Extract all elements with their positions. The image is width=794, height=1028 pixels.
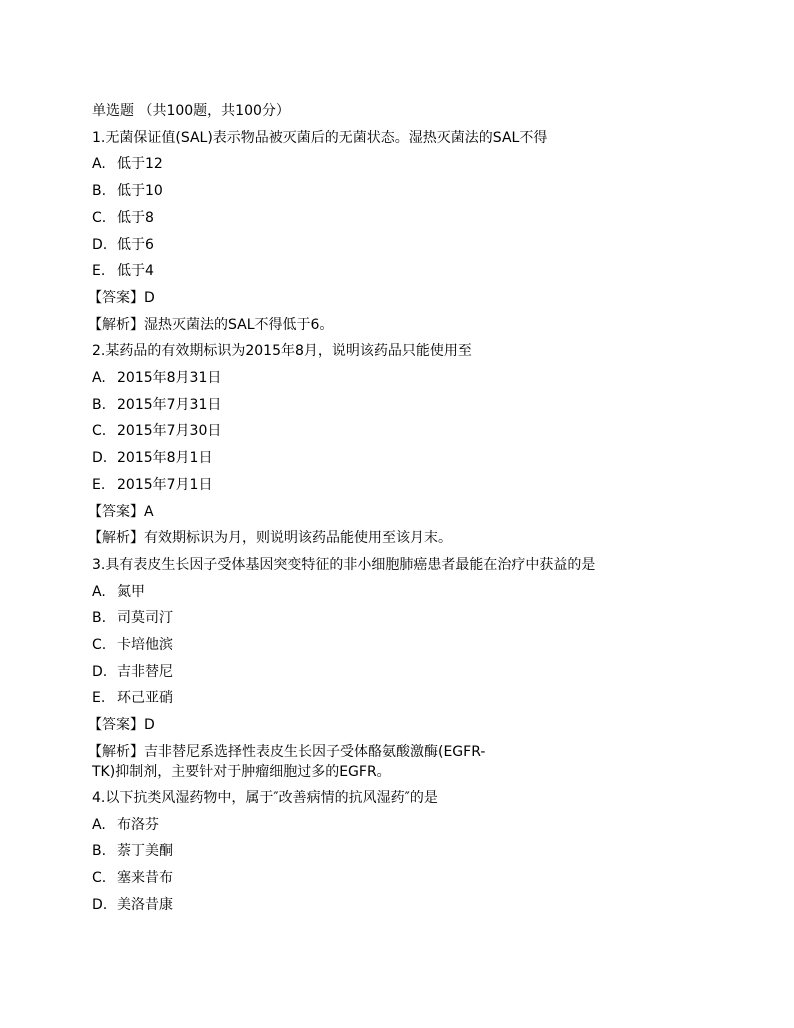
answer-value: D xyxy=(144,717,155,734)
question-stem: 2.某药品的有效期标识为2015年8月，说明该药品只能使用至 xyxy=(92,343,472,360)
option-text: 卡培他滨 xyxy=(117,637,173,654)
option-text: 吉非替尼 xyxy=(117,663,173,680)
option-letter: A. xyxy=(92,816,106,833)
analysis-block xyxy=(88,739,554,785)
option-letter: E. xyxy=(92,476,106,493)
option-b xyxy=(92,838,692,865)
option-d xyxy=(92,445,692,472)
option-letter: C. xyxy=(92,637,107,654)
option-c xyxy=(92,632,692,659)
option-text: 塞来昔布 xyxy=(117,869,173,886)
option-text: 低于4 xyxy=(117,263,154,280)
question-3 xyxy=(88,552,692,785)
option-text: 2015年7月1日 xyxy=(117,476,213,493)
option-e xyxy=(92,258,692,285)
option-letter: B. xyxy=(92,843,107,860)
option-c xyxy=(92,865,692,892)
analysis-label: 【解析】 xyxy=(88,743,144,760)
answer-line xyxy=(88,712,692,739)
analysis-line xyxy=(88,742,554,762)
analysis-text: 有效期标识为月，则说明该药品能使用至该月末。 xyxy=(144,530,452,547)
analysis-text: 吉非替尼系选择性表皮生长因子受体酪氨酸激酶(EGFR- xyxy=(144,743,486,760)
analysis-text: 湿热灭菌法的SAL不得低于6。 xyxy=(144,316,334,333)
question-1 xyxy=(88,125,692,339)
option-letter: D. xyxy=(92,896,108,913)
option-text: 司莫司汀 xyxy=(117,610,173,627)
option-text: 环己亚硝 xyxy=(117,690,173,707)
option-letter: C. xyxy=(92,869,107,886)
option-text: 萘丁美酮 xyxy=(117,843,173,860)
analysis-label: 【解析】 xyxy=(88,316,144,333)
option-b xyxy=(92,392,692,419)
option-text: 布洛芬 xyxy=(117,816,159,833)
option-c xyxy=(92,418,692,445)
answer-line xyxy=(88,285,692,312)
question-4 xyxy=(92,785,692,919)
option-letter: A. xyxy=(92,583,106,600)
option-a xyxy=(92,365,692,392)
answer-label: 【答案】 xyxy=(88,717,144,734)
option-text: 低于8 xyxy=(117,209,154,226)
question-2 xyxy=(88,338,692,552)
option-letter: E. xyxy=(92,690,106,707)
option-letter: D. xyxy=(92,236,108,253)
question-list xyxy=(88,98,692,918)
option-c xyxy=(92,205,692,232)
section-header: 单选题 （共100题，共100分） xyxy=(92,103,290,119)
option-text: 2015年8月1日 xyxy=(117,450,213,467)
answer-value: D xyxy=(144,289,155,306)
option-text: 美洛昔康 xyxy=(117,896,173,913)
answer-label: 【答案】 xyxy=(88,289,144,306)
answer-value: A xyxy=(144,503,154,520)
option-text: 2015年8月31日 xyxy=(117,370,222,387)
analysis-line xyxy=(88,312,692,339)
option-letter: B. xyxy=(92,183,107,200)
option-a xyxy=(92,812,692,839)
option-text: 2015年7月30日 xyxy=(117,423,222,440)
option-e xyxy=(92,685,692,712)
option-letter: A. xyxy=(92,156,106,173)
answer-label: 【答案】 xyxy=(88,503,144,520)
option-d xyxy=(92,232,692,259)
option-letter: A. xyxy=(92,370,106,387)
option-letter: C. xyxy=(92,209,107,226)
option-d xyxy=(92,659,692,686)
option-b xyxy=(92,178,692,205)
option-letter: B. xyxy=(92,610,107,627)
option-letter: C. xyxy=(92,423,107,440)
option-b xyxy=(92,605,692,632)
option-text: 低于12 xyxy=(117,156,163,173)
option-text: 2015年7月31日 xyxy=(117,396,222,413)
question-stem: 4.以下抗类风湿药物中，属于″改善病情的抗风湿药″的是 xyxy=(92,789,438,806)
option-e xyxy=(92,472,692,499)
option-letter: D. xyxy=(92,663,108,680)
answer-line xyxy=(88,499,692,526)
analysis-line xyxy=(88,525,692,552)
option-d xyxy=(92,892,692,919)
option-text: 低于6 xyxy=(117,236,154,253)
option-text: 低于10 xyxy=(117,183,163,200)
option-letter: E. xyxy=(92,263,106,280)
question-stem: 3.具有表皮生长因子受体基因突变特征的非小细胞肺癌患者最能在治疗中获益的是 xyxy=(92,556,596,573)
option-letter: D. xyxy=(92,450,108,467)
analysis-label: 【解析】 xyxy=(88,530,144,547)
option-text: 氮甲 xyxy=(117,583,145,600)
question-stem: 1.无菌保证值(SAL)表示物品被灭菌后的无菌状态。湿热灭菌法的SAL不得 xyxy=(92,129,548,146)
analysis-text-continued: TK)抑制剂，主要针对于肿瘤细胞过多的EGFR。 xyxy=(92,763,391,780)
option-a xyxy=(92,151,692,178)
option-letter: B. xyxy=(92,396,107,413)
option-a xyxy=(92,579,692,606)
